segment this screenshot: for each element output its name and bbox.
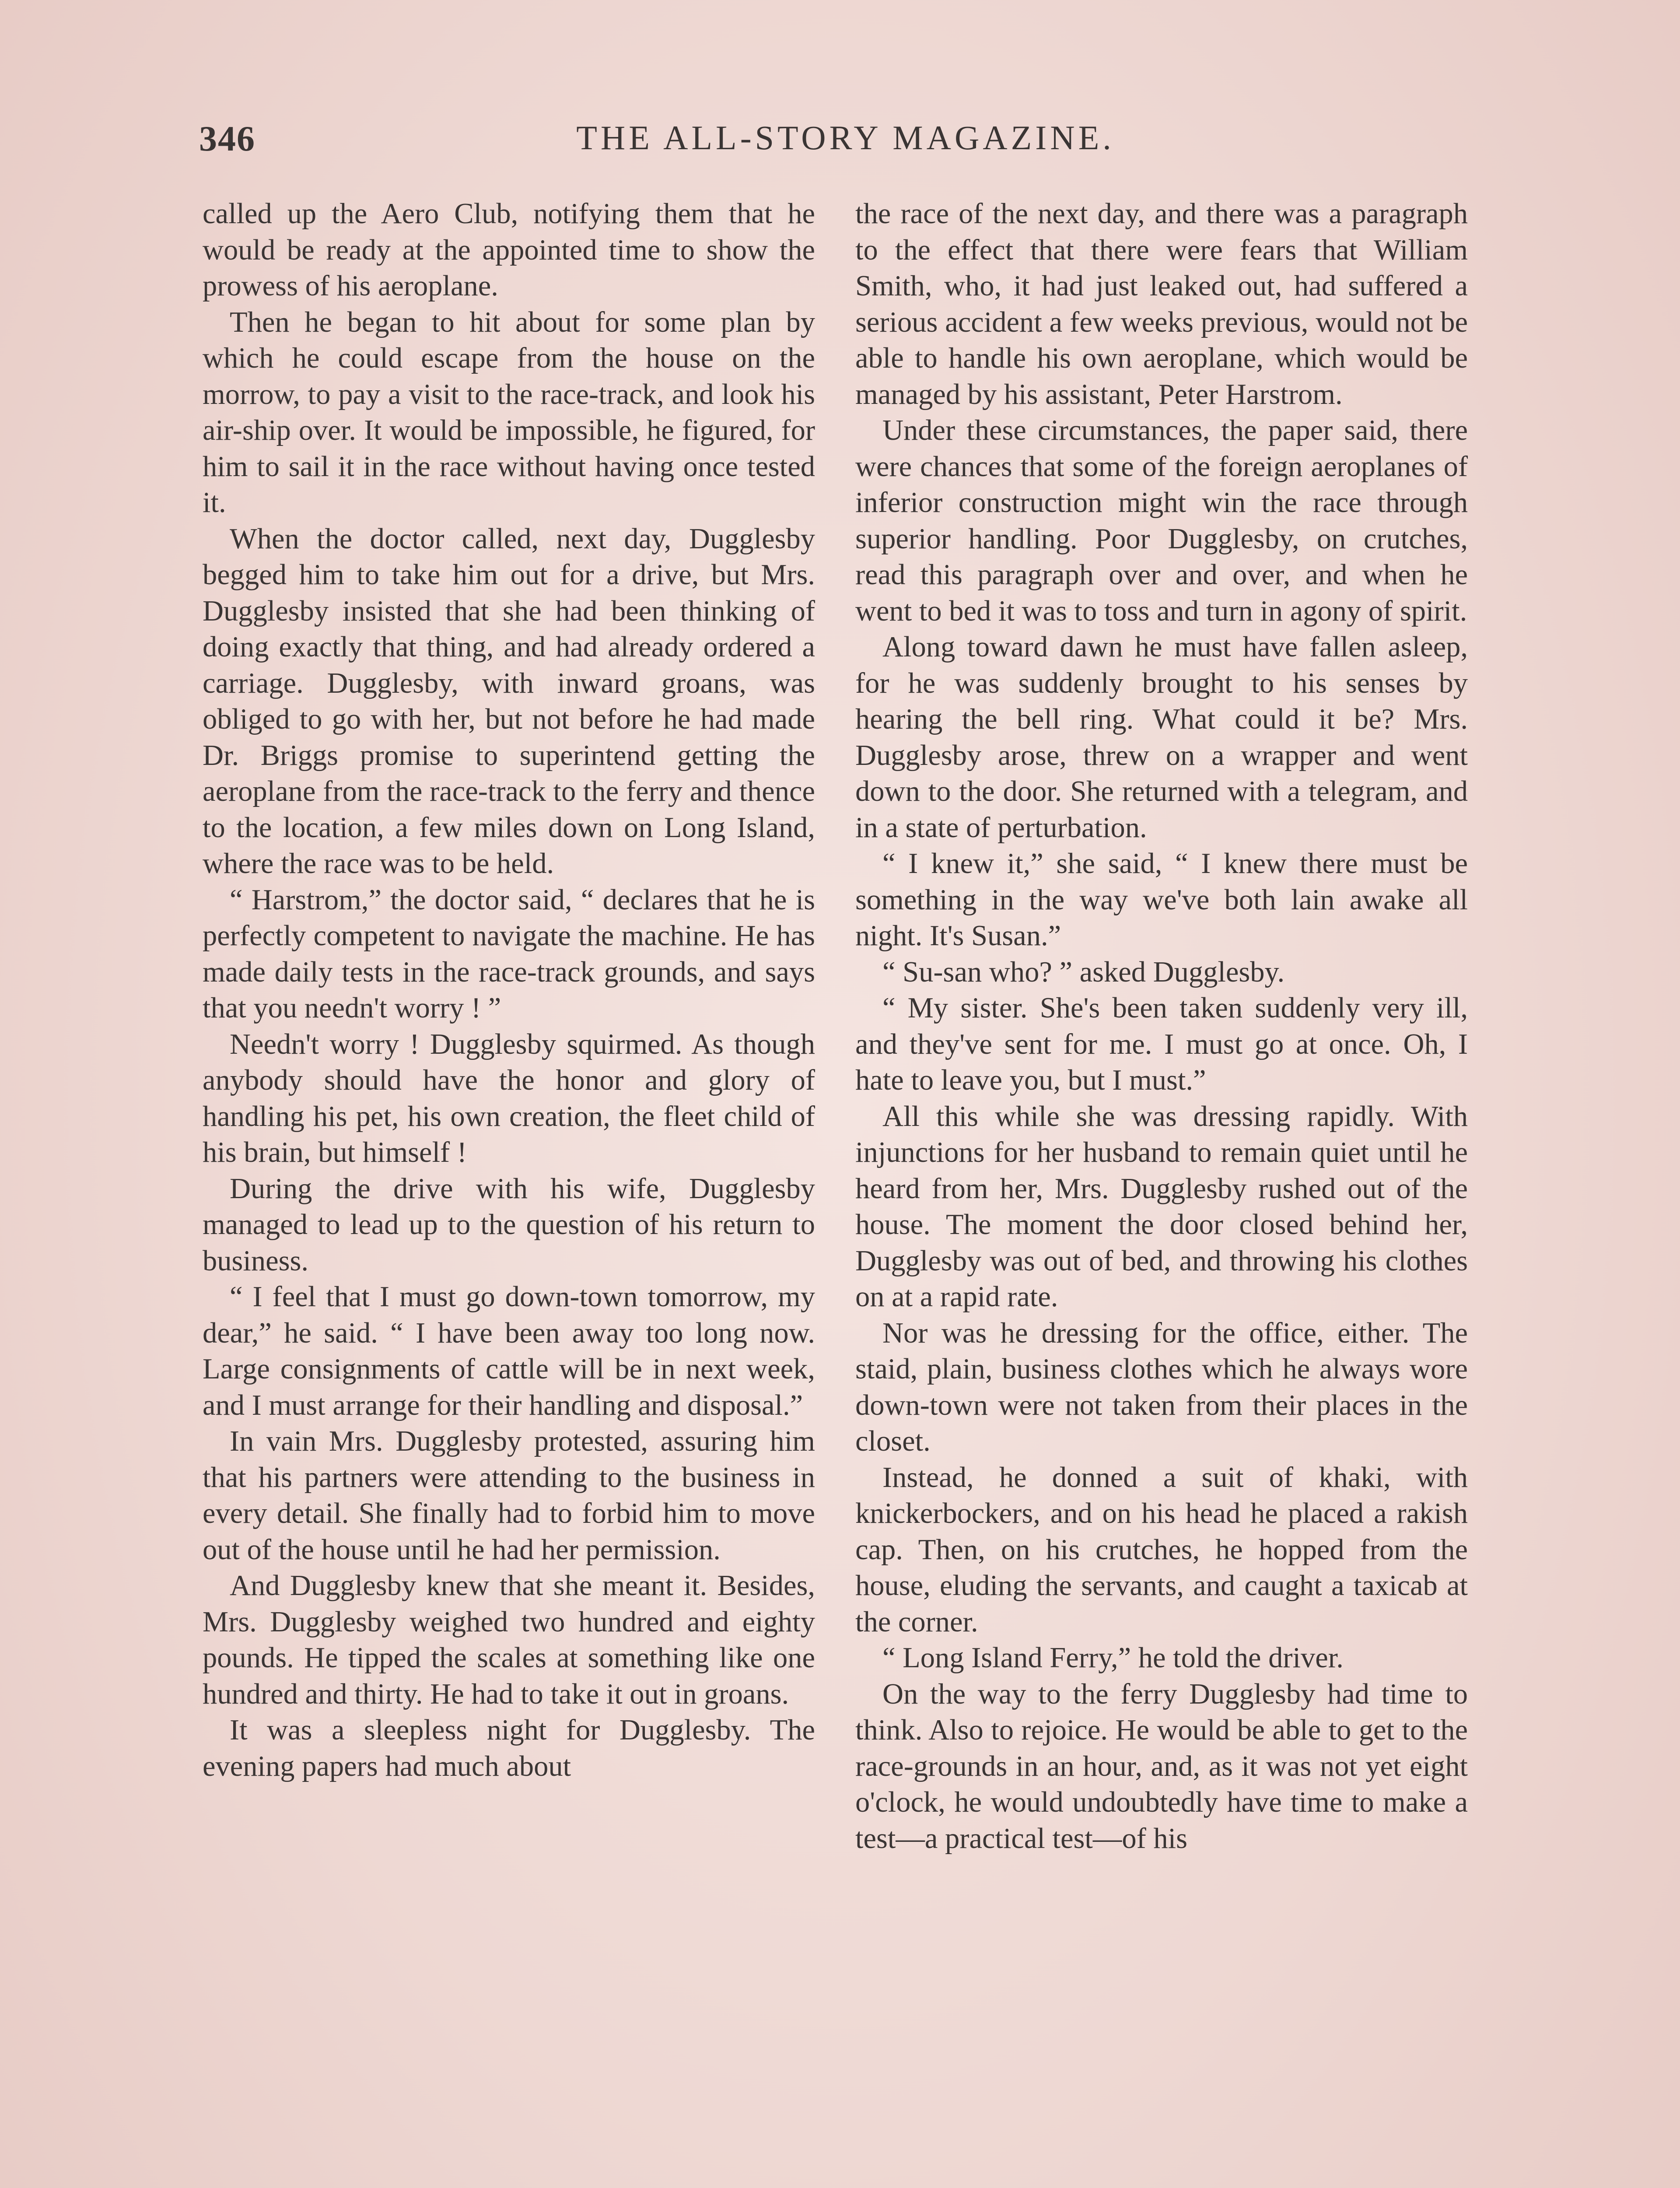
page-number: 346 [199, 119, 256, 158]
paragraph: Then he began to hit about for some plan by which he could escape from the house on the morrow, to pay a visit to the race-track, and look his air-ship over. It would be impossible, he figured, for him to sail it in the race without having once tested it. [203, 306, 815, 519]
paragraph: “ Harstrom,” the doctor said, “ declares that he is perfectly competent to navigate the machine. He has made daily tests in the race-track grounds, and says that you needn't worry ! ” [203, 884, 815, 1024]
paragraph: “ I feel that I must go down-town tomorrow, my dear,” he said. “ I have been away too long now. Large consignments of cattle will be in next week, and I must arrange for their handling and disposal.” [203, 1281, 815, 1421]
paragraph: “ Su-san who? ” asked Dugglesby. [882, 956, 1285, 988]
paragraph: On the way to the ferry Dugglesby had time to think. Also to rejoice. He would be able to get to the race-grounds in an hour, and, as it was not yet eight o'clock, he would undoubtedly have time to make a test—a practical test—of his [855, 1678, 1468, 1855]
magazine-title: THE ALL-STORY MAGAZINE. [576, 119, 1115, 157]
paragraph: During the drive with his wife, Dugglesby managed to lead up to the question of his return to business. [203, 1172, 815, 1277]
paragraph: Needn't worry ! Dugglesby squirmed. As though anybody should have the honor and glory of handling his pet, his own creation, the fleet child of his brain, but himself ! [203, 1028, 815, 1168]
right-column [855, 196, 1468, 1857]
paragraph: “ I knew it,” she said, “ I knew there must be something in the way we've both lain awake all night. It's Susan.” [855, 848, 1468, 952]
paragraph: Along toward dawn he must have fallen asleep, for he was suddenly brought to his senses by hearing the bell ring. What could it be? Mrs. Dugglesby arose, threw on a wrapper and went down to the door. She returned with a telegram, and in a state of perturbation. [855, 631, 1468, 844]
paragraph: In vain Mrs. Dugglesby protested, assuring him that his partners were attending to the business in every detail. She finally had to forbid him to move out of the house until he had her permission. [203, 1425, 815, 1566]
paragraph: Under these circumstances, the paper said, there were chances that some of the foreign aeroplanes of inferior construction might win the race through superior handling. Poor Dugglesby, on crutches, read this paragraph over and over, and when he went to bed it was to toss and turn in agony of spirit. [855, 414, 1468, 627]
paragraph: called up the Aero Club, notifying them that he would be ready at the appointed time to show the prowess of his aeroplane. [203, 198, 815, 302]
paragraph: “ Long Island Ferry,” he told the driver. [882, 1642, 1344, 1674]
paragraph: When the doctor called, next day, Dugglesby begged him to take him out for a drive, but Mrs. Dugglesby insisted that she had been thinking of doing exactly that thing, and had already ordered a carriage. Dugglesby, with inward groans, was obliged to go with her, but not before he had made Dr. Briggs promise to superintend getting the aeroplane from the race-track to the ferry and thence to the location, a few miles down on Long Island, where the race was to be held. [203, 522, 815, 880]
paragraph: Instead, he donned a suit of khaki, with knickerbockers, and on his head he placed a rakish cap. Then, on his crutches, he hopped from the house, eluding the servants, and caught a taxicab at the corner. [855, 1461, 1468, 1638]
paragraph: “ My sister. She's been taken suddenly very ill, and they've sent for me. I must go at once. Oh, I hate to leave you, but I must.” [855, 992, 1468, 1096]
paragraph: the race of the next day, and there was a paragraph to the effect that there were fears that William Smith, who, it had just leaked out, had suffered a serious accident a few weeks previous, would not be able to handle his own aeroplane, which would be managed by his assistant, Peter Harstrom. [855, 198, 1468, 410]
paragraph: Nor was he dressing for the office, either. The staid, plain, business clothes which he always wore down-town were not taken from their places in the closet. [855, 1317, 1468, 1457]
paragraph: It was a sleepless night for Dugglesby. The evening papers had much about [203, 1714, 815, 1782]
running-head [199, 118, 1492, 171]
left-column [203, 196, 815, 1785]
paragraph: And Dugglesby knew that she meant it. Besides, Mrs. Dugglesby weighed two hundred and eighty pounds. He tipped the scales at something like one hundred and thirty. He had to take it out in groans. [203, 1570, 815, 1710]
paragraph: All this while she was dressing rapidly. With injunctions for her husband to remain quiet until he heard from her, Mrs. Dugglesby rushed out of the house. The moment the door closed behind her, Dugglesby was out of bed, and throwing his clothes on at a rapid rate. [855, 1100, 1468, 1313]
